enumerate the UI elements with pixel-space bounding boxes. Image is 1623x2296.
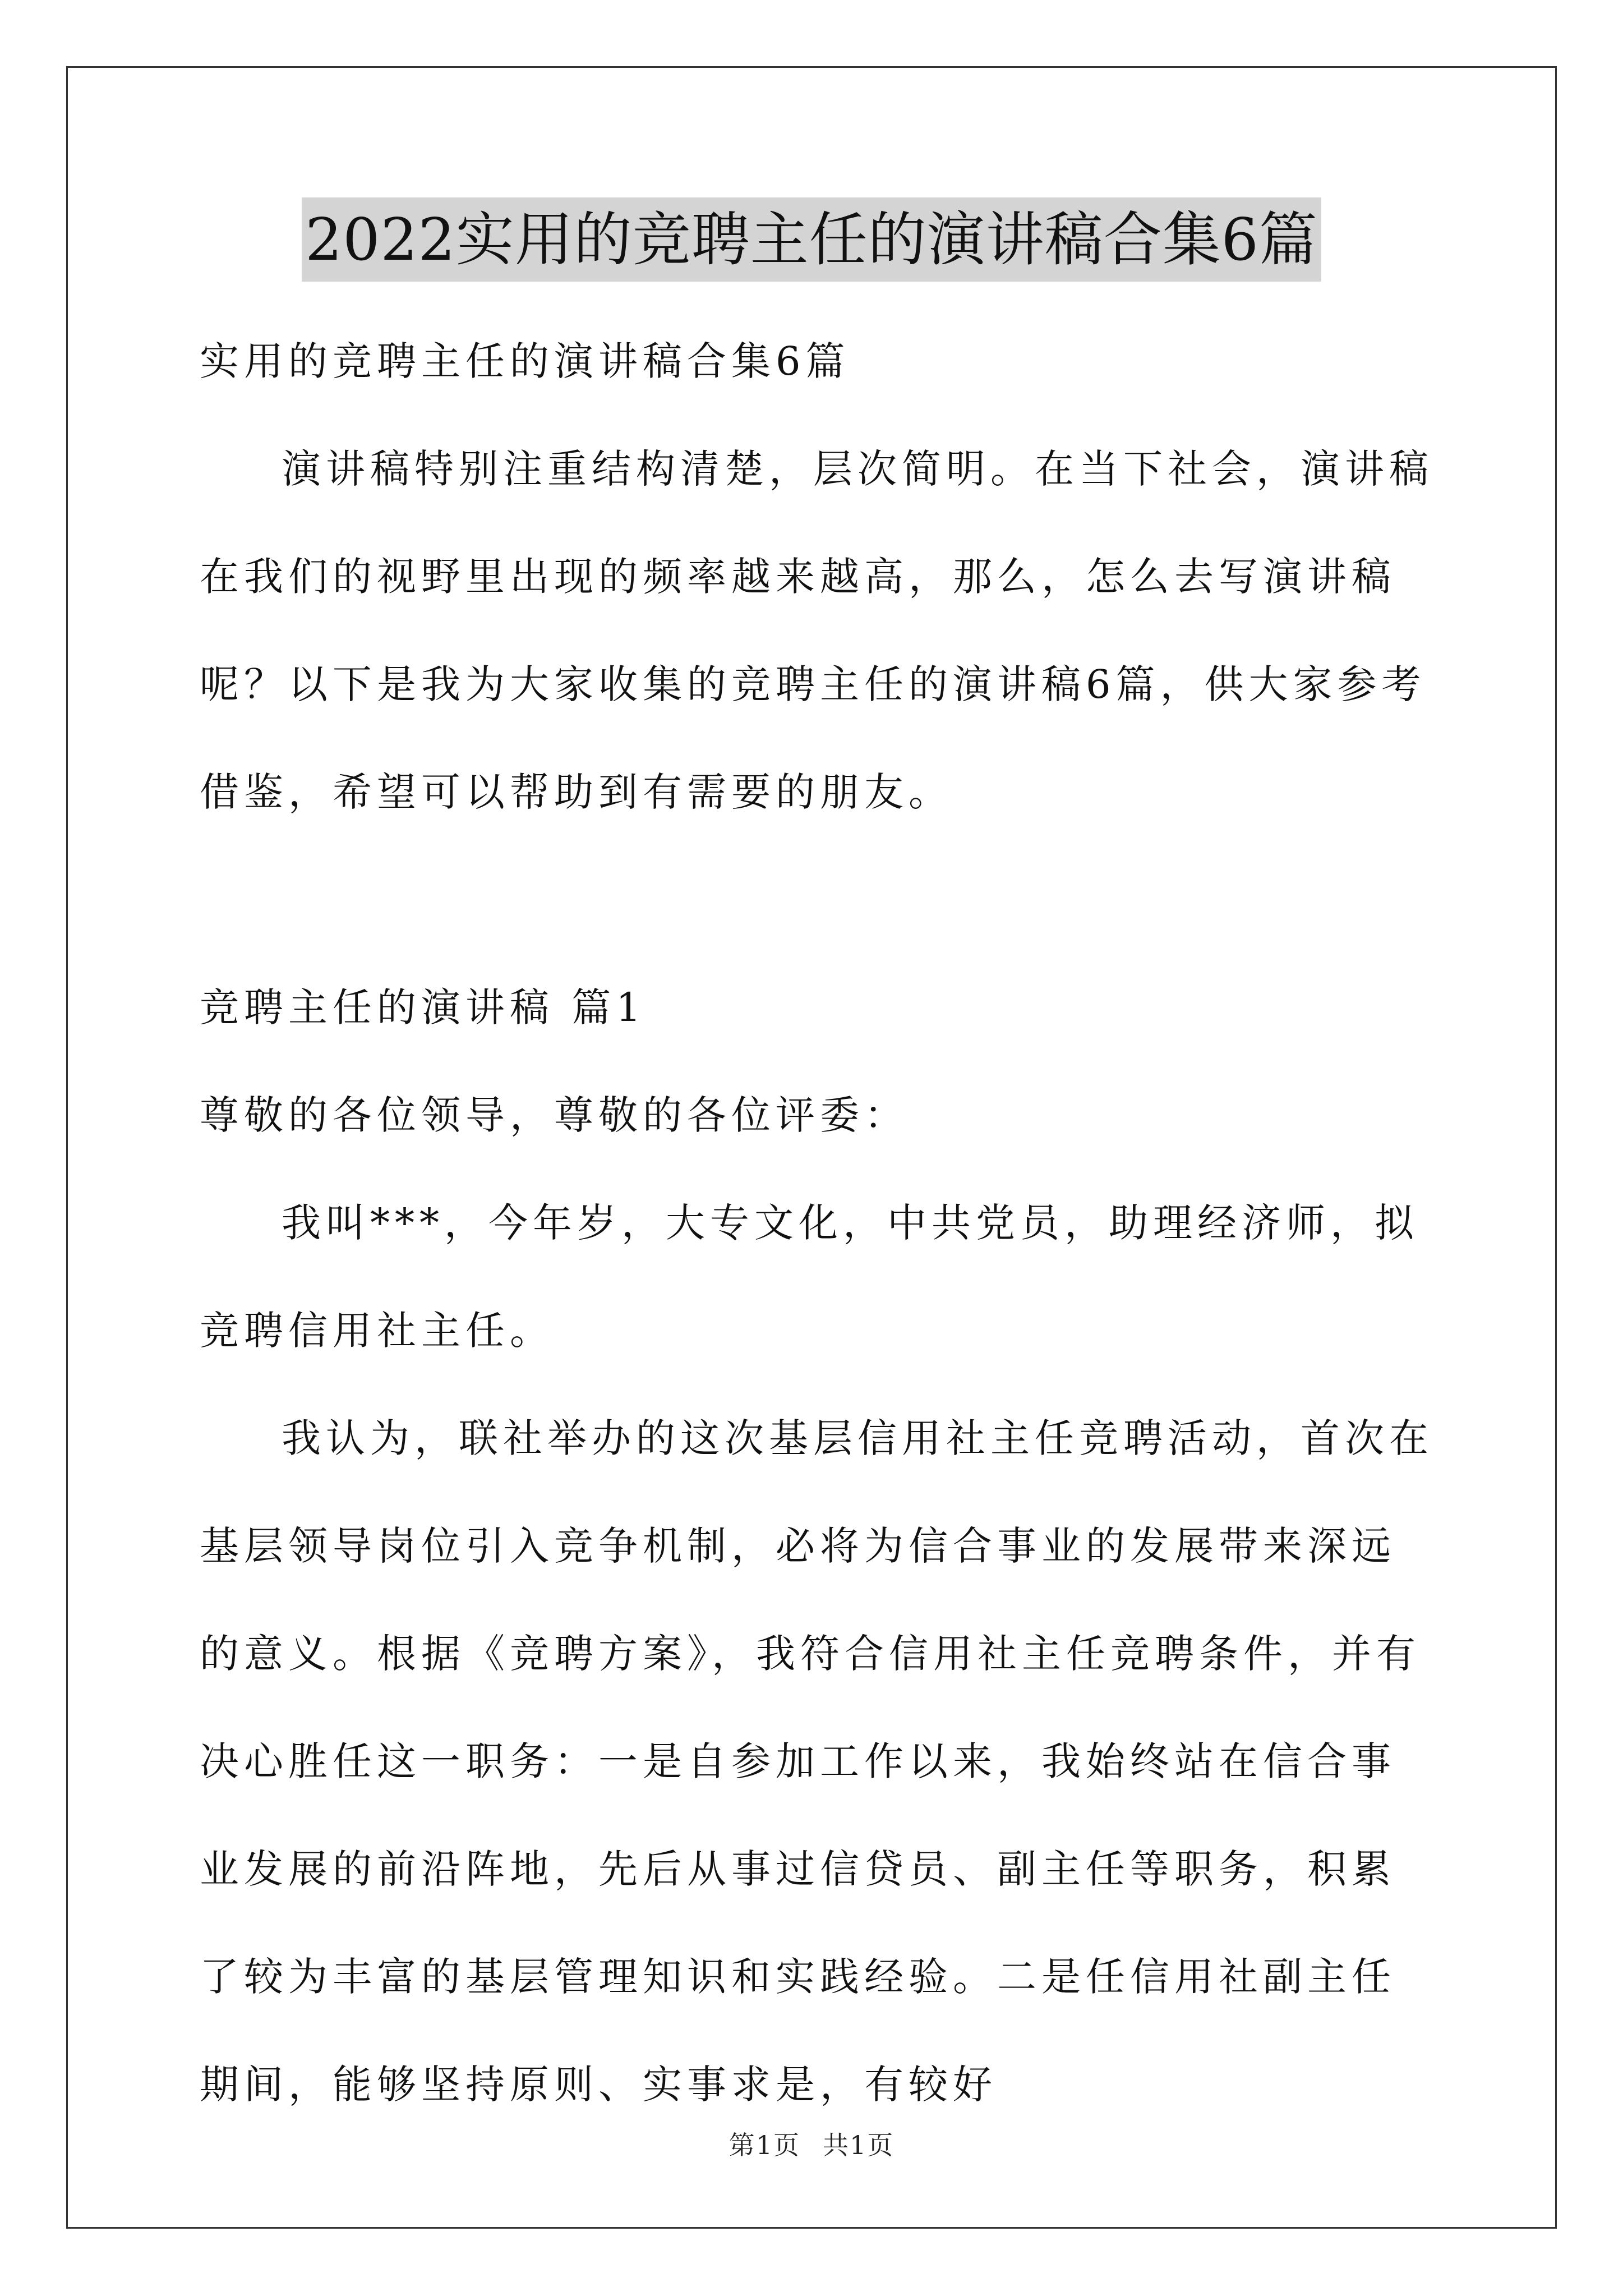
salutation: 尊敬的各位领导，尊敬的各位评委： xyxy=(200,1092,909,1138)
document-body xyxy=(200,307,1433,2138)
document-title: 2022实用的竞聘主任的演讲稿合集6篇 xyxy=(302,197,1321,282)
section-heading: 竞聘主任的演讲稿 篇1 xyxy=(200,984,646,1030)
page-count: 共1页 xyxy=(823,2130,895,2160)
intro-paragraph: 演讲稿特别注重结构清楚，层次简明。在当下社会，演讲稿在我们的视野里出现的频率越来越高，那么，怎么去写演讲稿呢？以下是我为大家收集的竞聘主任的演讲稿6篇，供大家参考借鉴，希望可以帮助到有需要的朋友。 xyxy=(200,446,1433,815)
body-paragraph: 我认为，联社举办的这次基层信用社主任竞聘活动，首次在基层领导岗位引入竞争机制，必将为信合事业的发展带来深远的意义。根据《竞聘方案》，我符合信用社主任竞聘条件，并有决心胜任这一职务：一是自参加工作以来，我始终站在信合事业发展的前沿阵地，先后从事过信贷员、副主任等职务，积累了较为丰富的基层管理知识和实践经验。二是任信用社副主任期间，能够坚持原则、实事求是，有较好 xyxy=(200,1415,1433,2108)
body-paragraph: 我叫***，今年岁，大专文化，中共党员，助理经济师，拟竞聘信用社主任。 xyxy=(200,1200,1419,1354)
document-subtitle: 实用的竞聘主任的演讲稿合集6篇 xyxy=(200,338,850,384)
page-footer xyxy=(0,2125,1623,2162)
title-container xyxy=(0,197,1623,282)
page-number: 第1页 xyxy=(728,2130,800,2160)
